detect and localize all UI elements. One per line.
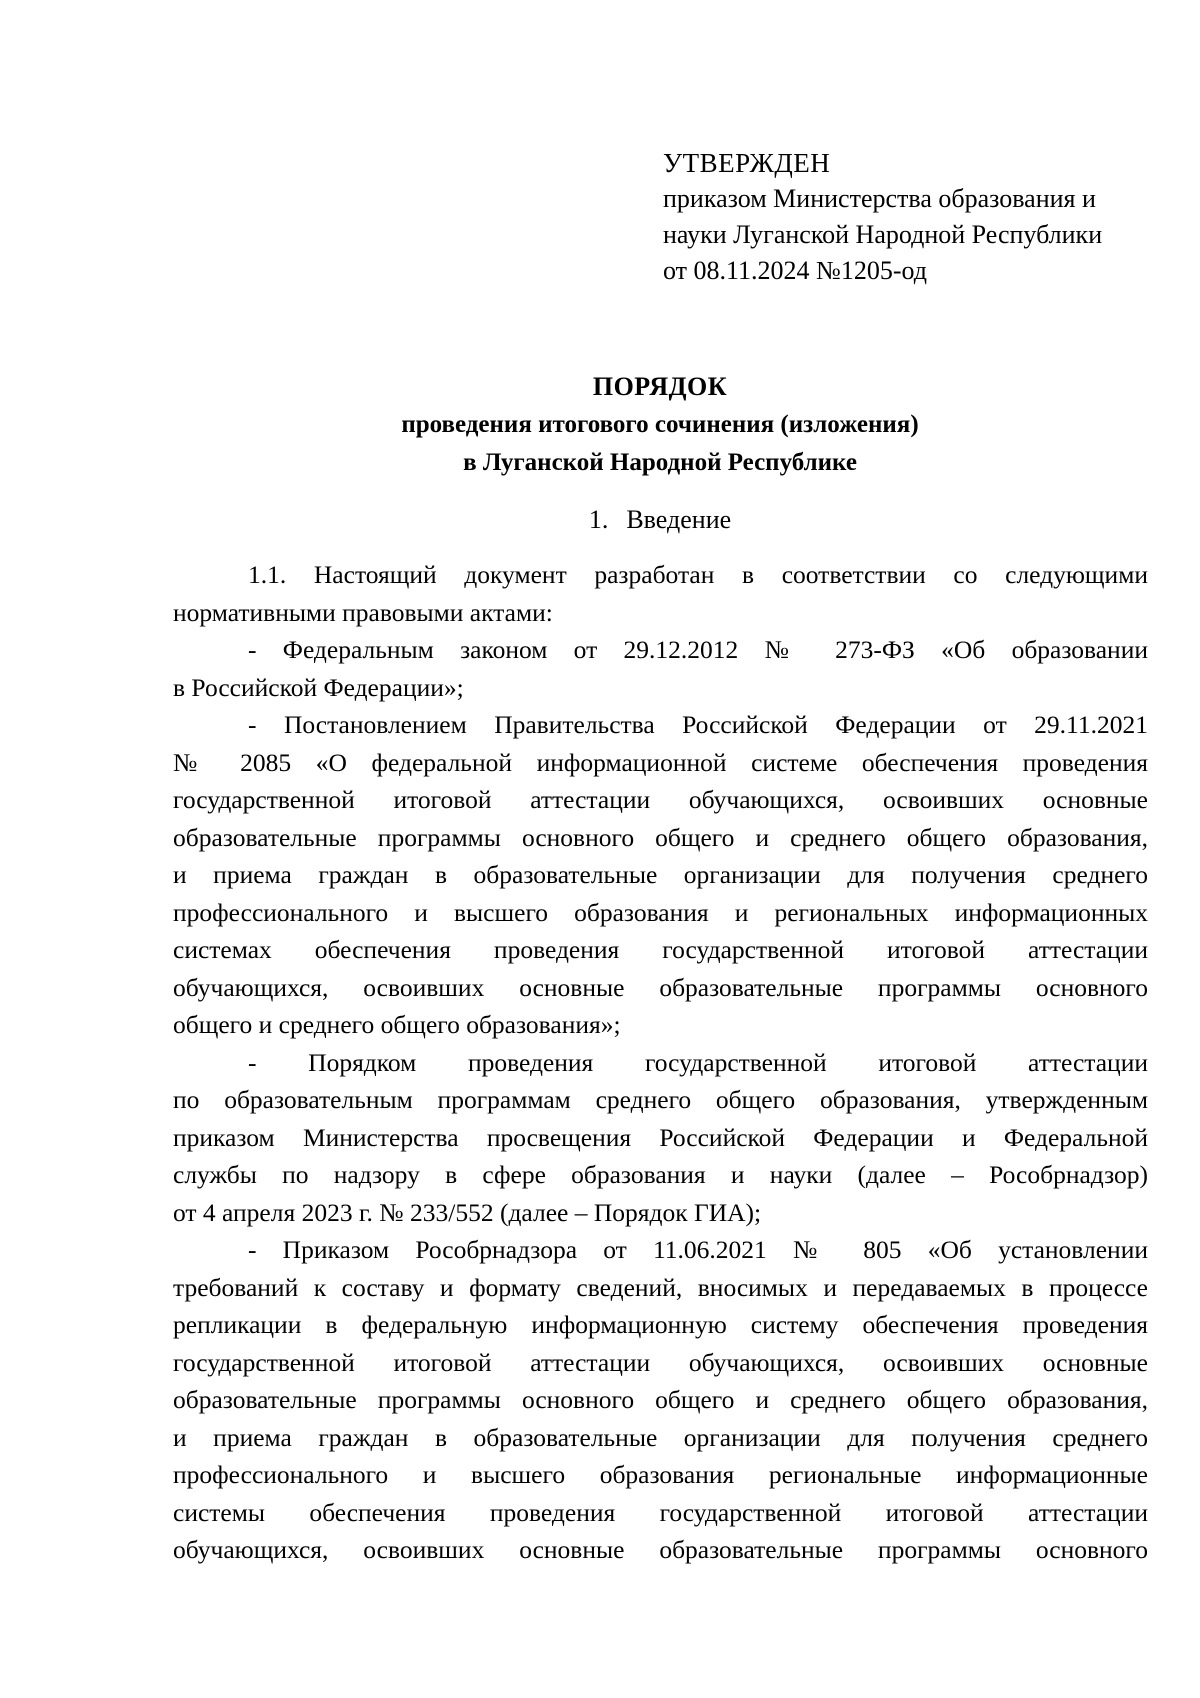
text-line: образовательные программы основного общего и среднего общего образования, — [173, 1385, 1148, 1414]
title-subtitle: в Луганской Народной Республике — [463, 449, 857, 476]
text-line: по образовательным программам среднего общего образования, утвержденным — [173, 1085, 1148, 1114]
text-line: системы обеспечения проведения государственной итоговой аттестации — [173, 1497, 1148, 1527]
approval-line: науки Луганской Народной Республики — [663, 220, 1103, 249]
approval-line: приказом Министерства образования и — [663, 184, 1096, 213]
text-line: государственной итоговой аттестации обучающихся, освоивших основные — [173, 1347, 1148, 1377]
text-line: системах обеспечения проведения государственной итоговой аттестации — [173, 935, 1148, 964]
text-line: обучающихся, освоивших основные образовательные программы основного — [173, 972, 1148, 1002]
document-title — [0, 368, 1200, 482]
body-text — [173, 556, 1148, 1569]
text-line: от 4 апреля 2023 г. № 233/552 (далее – Порядок ГИА); — [173, 1197, 762, 1227]
section-number: 1. — [588, 505, 609, 534]
approval-heading: УТВЕРЖДЕН — [663, 148, 831, 178]
title-subtitle: проведения итогового сочинения (изложения) — [401, 411, 919, 438]
text-line: и приема граждан в образовательные организации для получения среднего — [173, 1422, 1148, 1452]
text-line: 1.1. Настоящий документ разработан в соответствии со следующими — [248, 560, 1148, 589]
approval-line: от 08.11.2024 №1205-од — [663, 256, 927, 285]
section-title: Введение — [626, 505, 732, 534]
text-line: - Порядком проведения государственной итоговой аттестации — [248, 1047, 1148, 1077]
text-line: профессионального и высшего образования и региональных информационных — [173, 897, 1148, 927]
approval-block — [663, 145, 1163, 289]
text-line: - Постановлением Правительства Российской Федерации от 29.11.2021 — [248, 710, 1148, 739]
text-line: № 2085 «О федеральной информационной системе обеспечения проведения — [173, 747, 1148, 777]
text-line: образовательные программы основного общего и среднего общего образования, — [173, 822, 1148, 852]
text-line: обучающихся, освоивших основные образовательные программы основного — [173, 1535, 1148, 1564]
text-line: - Федеральным законом от 29.12.2012 № 273-ФЗ «Об образовании — [248, 635, 1148, 664]
title-main: ПОРЯДОК — [592, 372, 728, 401]
text-line: и приема граждан в образовательные организации для получения среднего — [173, 860, 1148, 889]
text-line: требований к составу и формату сведений, вносимых и передаваемых в процессе — [173, 1272, 1148, 1302]
text-line: в Российской Федерации»; — [173, 672, 464, 702]
text-line: репликации в федеральную информационную систему обеспечения проведения — [173, 1310, 1148, 1339]
text-line: общего и среднего общего образования»; — [173, 1010, 621, 1039]
text-line: - Приказом Рособрнадзора от 11.06.2021 № 805 «Об установлении — [248, 1235, 1148, 1264]
text-line: государственной итоговой аттестации обучающихся, освоивших основные — [173, 785, 1148, 814]
text-line: нормативными правовыми актами: — [173, 597, 553, 627]
text-line: приказом Министерства просвещения Российской Федерации и Федеральной — [173, 1122, 1148, 1152]
text-line: службы по надзору в сфере образования и науки (далее – Рособрнадзор) — [173, 1160, 1148, 1189]
text-line: профессионального и высшего образования региональные информационные — [173, 1460, 1148, 1489]
section-heading — [0, 502, 1200, 538]
